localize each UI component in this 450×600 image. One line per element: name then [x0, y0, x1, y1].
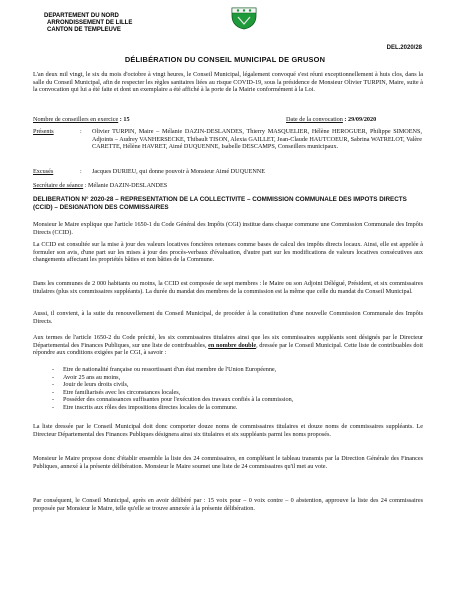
presents-list: Olivier TURPIN, Maire – Mélanie DAZIN-DESLANDES, Thierry MASQUELIER, Hélène HEROGUER, Philippe SIMOENS, Adjoints – Audrey VANHERSECKE, Thibault TISON, Alexia GAILLET, Jean-Claude HAUTCOEUR, Sabrina WATRELOT, Valère CARETTE, Hélène HAVRET, Aimé DUQUENNE, Isabelle DESCAMPS, Conseillers municipaux. [92, 128, 422, 150]
department-line: DEPARTEMENT DU NORD [44, 13, 119, 19]
list-item: - Posséder des connaissances suffisantes pour l'exécution des travaux confiés à la commission, [49, 396, 419, 404]
closing-paragraph-1: La liste dressée par le Conseil Municipal doit donc comporter douze noms de commissaires titulaires et douze noms de commissaires suppléants. Le Directeur Départemental des Finances Publiques désignera ainsi six titulaires et six suppléants parmi les noms proposés. [33, 423, 423, 438]
paragraph-1: Monsieur le Maire explique que l'article 1650-1 du Code Général des Impôts (CGI) institue dans chaque commune une Commission Communale des Impôts Directs (CCID). [33, 221, 423, 236]
excuses-separator: : [80, 168, 82, 175]
presents-label: Présents [33, 128, 54, 135]
council-count [33, 116, 130, 124]
convocation-date-label: Date de la convocation [286, 116, 343, 123]
article-text-before: Aux termes de l'article 1650-2 du Code précité, les six commissaires titulaires ainsi que les six commissaires suppléants sont désignés par le Directeur Départemental des Finances Publiques, sur une liste de contribuables, [33, 334, 423, 349]
secretary-line [33, 182, 167, 190]
list-item: - Etre inscrits aux rôles des impositions directes locales de la commune. [49, 404, 419, 412]
article-emphasis: en nombre double [208, 341, 257, 349]
convocation-date [286, 116, 376, 124]
list-item: - Etre familiarisés avec les circonstances locales, [49, 389, 419, 397]
intro-paragraph: L'an deux mil vingt, le six du mois d'octobre à vingt heures, le Conseil Municipal, légalement convoqué s'est réuni exceptionnellement à huis clos, dans la salle du Conseil Municipal, afin de respecter les règles sanitaires liées au risque COVID-19, sous la présidence de Monsieur Olivier TURPIN, Maire, suite à la convocation qui lui a été faite et dont un exemplaire a été affiché à la porte de la Mairie conformément à la Loi. [33, 71, 423, 93]
excuses-heading [33, 168, 53, 176]
secretary-name: : Mélanie DAZIN-DESLANDES [83, 182, 168, 189]
convocation-date-value: : 29/09/2020 [342, 116, 377, 123]
arrondissement-line: ARRONDISSEMENT DE LILLE [47, 20, 133, 26]
article-text-after: , dressée par le Conseil Municipal. Cette liste de contribuables doit répondre aux conditions exigées par le CGI, à savoir : [33, 341, 423, 356]
excuses-text: Jacques DURIEU, qui donne pouvoir à Monsieur Aimé DUQUENNE [92, 168, 266, 175]
deliberation-title: DELIBERATION N° 2020-28 – REPRESENTATION DE LA COLLECTIVITE – COMMISSION COMMUNALE DES IMPOTS DIRECTS (CCID) – DESIGNATION DES COMMISSAIRES [33, 196, 407, 211]
paragraph-2: La CCID est consultée sur la mise à jour des valeurs locatives foncières retenues comme bases de calcul des impôts directs locaux. Ainsi, elle est appelée à formuler son avis, d'une part sur les mises à jour des procès-verbaux d'évaluation, d'autre part sur les modifications de valeurs locatives consécutives aux changements affectant les propriétés bâties et non bâties de la Commune. [33, 241, 423, 263]
council-count-label: Nombre de conseillers en exercice [33, 116, 119, 123]
closing-paragraph-2: Monsieur le Maire propose donc d'établir ensemble la liste des 24 commissaires, en complétant le tableau transmis par la Direction Générale des Finances Publiques, annexé à la présente délibération. Monsieur le Maire soumet une liste de 24 commissaires qu'il met au vote. [33, 455, 423, 470]
council-count-value: : 15 [118, 116, 130, 123]
deliberation-reference: DEL.2020/28 [386, 45, 422, 51]
paragraph-4: Aussi, il convient, à la suite du renouvellement du Conseil Municipal, de procéder à la constitution d'une nouvelle Commission Communale des Impôts Directs. [33, 310, 423, 325]
conditions-list [49, 366, 419, 412]
presents-separator: : [80, 128, 82, 135]
list-item: - Avoir 25 ans au moins, [49, 374, 419, 382]
presents-heading [33, 128, 54, 136]
list-item: - Jouir de leurs droits civils, [49, 381, 419, 389]
closing-paragraph-3: Par conséquent, le Conseil Municipal, après en avoir délibéré par : 15 voix pour – 0 voix contre – 0 abstention, approuve la liste des 24 commissaires proposée par Monsieur le Maire, telle qu'elle se trouve annexée à la présente délibération. [33, 497, 423, 512]
article-paragraph [33, 334, 423, 357]
page-title: DÉLIBÉRATION DU CONSEIL MUNICIPAL DE GRUSON [124, 55, 326, 64]
paragraph-3: Dans les communes de 2 000 habitants ou moins, la CCID est composée de sept membres : le Maire ou son Adjoint Délégué, Président, et six commissaires titulaires (plus six commissaires suppléants). La durée du mandat des membres de la commission est la même que celle du mandat du Conseil Municipal. [33, 280, 423, 295]
excuses-label: Excusés [33, 168, 54, 175]
secretary-label: Secrétaire de séance [33, 182, 84, 189]
coat-of-arms-icon [229, 6, 259, 30]
list-item: - Etre de nationalité française ou ressortissant d'un état membre de l'Union Européenne, [49, 366, 419, 374]
department-header [44, 13, 132, 34]
canton-line: CANTON DE TEMPLEUVE [47, 27, 121, 33]
